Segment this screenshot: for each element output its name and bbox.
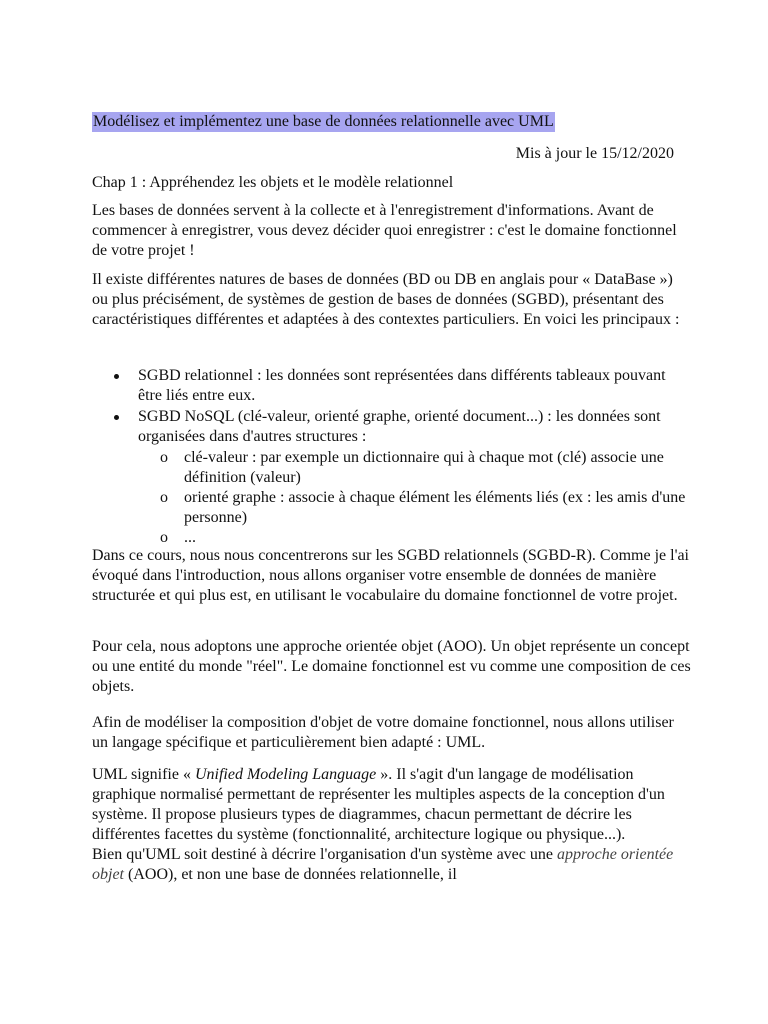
paragraph-uml-intro: Afin de modéliser la composition d'objet de votre domaine fonctionnel, nous allons utiliser un langage spécifique et particulièrement bien adapté : UML.	[92, 714, 674, 751]
sub-list-item	[92, 488, 692, 528]
bullet-icon	[114, 415, 119, 420]
paragraph-intro: Les bases de données servent à la collecte et à l'enregistrement d'informations. Avant de commencer à enregistrer, vous devez décider quoi enregistrer : c'est le domaine fonctionnel de votre projet !	[92, 202, 677, 259]
sub-list-item-text: clé-valeur : par exemple un dictionnaire qui à chaque mot (clé) associe une définition (valeur)	[184, 449, 664, 486]
circle-bullet-icon: o	[160, 449, 168, 466]
document-title: Modélisez et implémentez une base de données relationnelle avec UML	[93, 113, 554, 130]
circle-bullet-icon: o	[160, 489, 168, 506]
circle-bullet-icon: o	[160, 529, 168, 546]
bullet-icon	[114, 374, 119, 379]
list-item	[92, 366, 692, 406]
paragraph-course-focus: Dans ce cours, nous nous concentrerons sur les SGBD relationnels (SGBD-R). Comme je l'ai évoqué dans l'introduction, nous allons organiser votre ensemble de données de manière structurée et qui plus est, en utilisant le vocabulaire du domaine fonctionnel de votre projet.	[92, 547, 689, 604]
bullet-list	[92, 366, 692, 548]
sub-list-item	[92, 448, 692, 488]
sub-list	[92, 448, 692, 548]
paragraph-uml-definition: UML signifie « Unified Modeling Language ». Il s'agit d'un langage de modélisation graphique normalisé permettant de représenter les multiples aspects de la conception d'un système. Il propose plusieurs types de diagrammes, chacun permettant de décrire les différentes facettes du système (fonctionnalité, architecture logique ou physique...). Bien qu'UML soit destiné à décrire l'organisation d'un système avec une approche orientée objet (AOO), et non une base de données relationnelle, il	[92, 766, 674, 883]
oo-approach-term: approche orientée objet	[92, 846, 674, 883]
list-item-text: SGBD relationnel : les données sont représentées dans différents tableaux pouvant être liés entre eux.	[138, 367, 666, 404]
list-item	[92, 407, 692, 447]
sub-list-item-text: orienté graphe : associe à chaque élément les éléments liés (ex : les amis d'une personne)	[184, 489, 686, 526]
update-date: Mis à jour le 15/12/2020	[515, 145, 674, 162]
sub-list-item	[92, 528, 692, 548]
sub-list-item-text: ...	[184, 529, 196, 546]
uml-acronym-expansion: Unified Modeling Language	[194, 766, 377, 783]
paragraph-uml-usage: Bien qu'UML soit destiné à décrire l'organisation d'un système avec une	[92, 846, 557, 863]
paragraph-db-types: Il existe différentes natures de bases de données (BD ou DB en anglais pour « DataBase ») ou plus précisément, de systèmes de gestion de bases de données (SGBD), présentant des caractéristiques différentes et adaptées à des contextes particuliers. En voici les principaux :	[92, 271, 680, 328]
list-item-text: SGBD NoSQL (clé-valeur, orienté graphe, orienté document...) : les données sont organisées dans d'autres structures :	[138, 408, 661, 445]
paragraph-oo-approach: Pour cela, nous adoptons une approche orientée objet (AOO). Un objet représente un concept ou une entité du monde "réel". Le domaine fonctionnel est vu comme une composition de ces objets.	[92, 638, 691, 695]
chapter-heading: Chap 1 : Appréhendez les objets et le modèle relationnel	[92, 174, 454, 191]
